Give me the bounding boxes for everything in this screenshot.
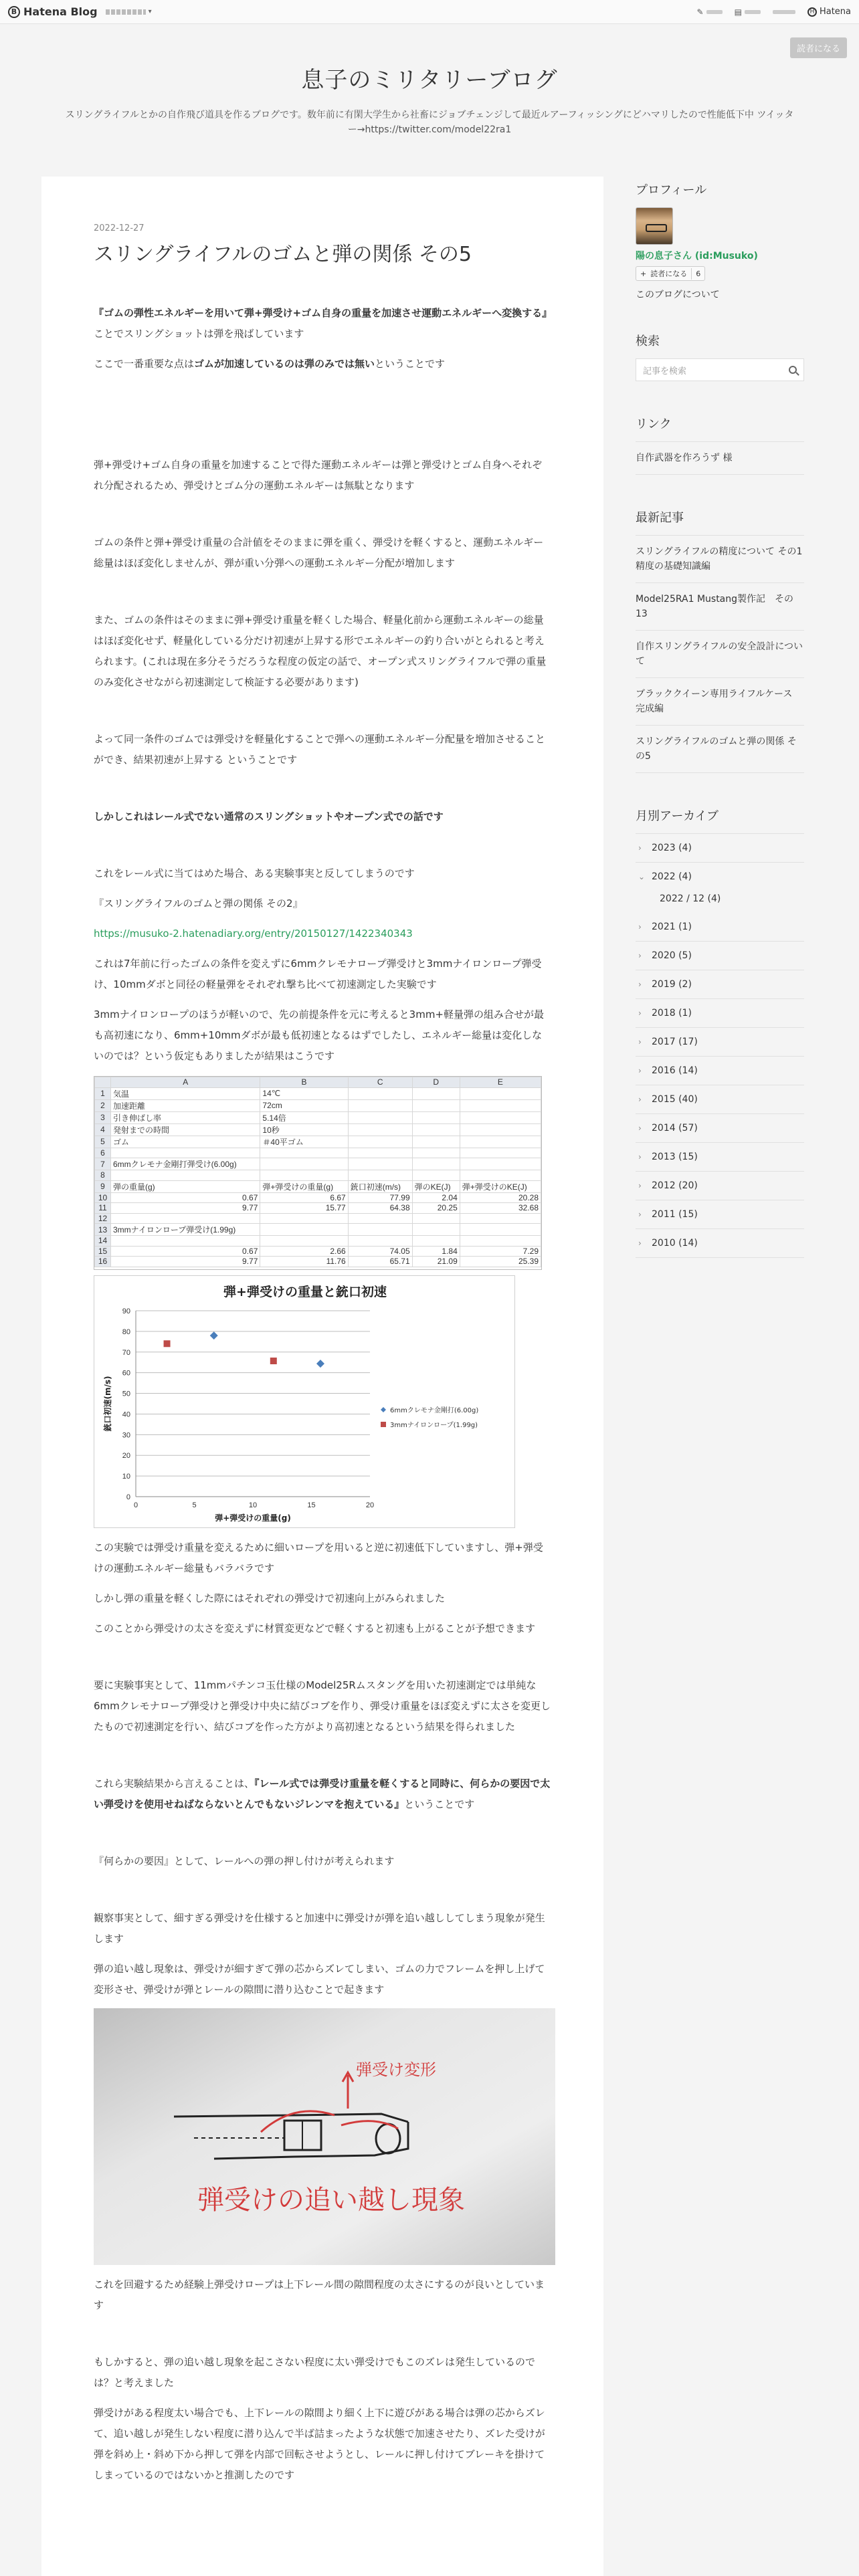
archive-year-2019[interactable] <box>636 970 804 999</box>
sheet-row-number: 15 <box>95 1246 111 1257</box>
archive-heading: 月別アーカイブ <box>636 809 719 823</box>
recent-entry-item[interactable]: Model25RA1 Mustang製作記 その13 <box>636 583 804 631</box>
sheet-cell <box>348 1087 412 1099</box>
sheet-cell <box>412 1136 460 1148</box>
blog-header <box>0 24 859 137</box>
archive-year-2022[interactable] <box>636 863 804 891</box>
sheet-row-number: 16 <box>95 1257 111 1267</box>
sheet-cell: 2.04 <box>412 1192 460 1203</box>
archive-label: 2012 (20) <box>652 1180 698 1191</box>
archive-year-2015[interactable] <box>636 1085 804 1114</box>
sheet-column-header: C <box>348 1077 412 1088</box>
hatena-label: Hatena <box>819 7 851 17</box>
archive-year-2013[interactable] <box>636 1143 804 1172</box>
sheet-cell <box>348 1213 412 1224</box>
sheet-cell <box>111 1148 260 1158</box>
y-axis-label: 銃口初速(m/s) <box>103 1376 112 1432</box>
write-entry-link[interactable] <box>697 7 723 17</box>
sheet-cell <box>460 1158 541 1170</box>
sheet-cell <box>260 1224 348 1236</box>
archive-label: 2018 (1) <box>652 1008 692 1018</box>
sheet-row-number: 10 <box>95 1192 111 1203</box>
text: ということです <box>404 1798 475 1810</box>
sheet-cell <box>412 1099 460 1111</box>
reference-link[interactable]: https://musuko-2.hatenadiary.org/entry/20150127/1422340343 <box>94 928 413 940</box>
archive-year-2016[interactable] <box>636 1057 804 1085</box>
archive-year-2012[interactable] <box>636 1172 804 1200</box>
sheet-cell: 9.77 <box>111 1257 260 1267</box>
sheet-cell <box>412 1087 460 1099</box>
y-tick-label: 80 <box>122 1327 130 1336</box>
sheet-row-number: 9 <box>95 1180 111 1192</box>
hatena-link[interactable] <box>807 7 851 17</box>
entry-paragraph: 3mmナイロンロープのほうが軽いので、先の前提条件を元に考えると3mm+軽量弾の組み合せが最も高初速になり、6mm+10mmダボが最も低初速となるはずでしたし、エネルギー総量は変化しないのでは？という仮定もありましたが結果はこうです <box>94 1008 545 1062</box>
sheet-cell <box>111 1213 260 1224</box>
sheet-cell: 65.71 <box>348 1257 412 1267</box>
sheet-cell: 21.09 <box>412 1257 460 1267</box>
sheet-cell <box>348 1236 412 1247</box>
y-tick-label: 60 <box>122 1369 130 1378</box>
sheet-cell: 6mmクレモナ金剛打弾受け(6.00g) <box>111 1158 260 1170</box>
recent-entry-item[interactable]: スリングライフルのゴムと弾の関係 その5 <box>636 726 804 773</box>
entry-paragraph: しかし弾の重量を軽くした際にはそれぞれの弾受けで初速向上がみられました <box>94 1592 446 1604</box>
sheet-cell <box>260 1148 348 1158</box>
data-point-diamond <box>316 1360 324 1368</box>
links-section <box>636 411 804 475</box>
sketch-drawing <box>94 2008 555 2265</box>
archive-year-2018[interactable] <box>636 999 804 1028</box>
sheet-column-header: A <box>111 1077 260 1088</box>
text: ここで一番重要な点は <box>94 358 195 370</box>
sheet-row-number: 14 <box>95 1236 111 1247</box>
sheet-cell <box>260 1170 348 1181</box>
search-section <box>636 328 804 381</box>
sheet-column-header: B <box>260 1077 348 1088</box>
archive-label: 2022 / 12 (4) <box>660 893 721 904</box>
legend-label: 3mmナイロンロープ(1.99g) <box>390 1422 478 1429</box>
sheet-row <box>95 1111 541 1123</box>
blog-title[interactable]: 息子のミリタリーブログ <box>301 67 558 94</box>
bold-text: 『レール式では弾受け重量を軽くすると同時に、何らかの要因で太い弾受けを使用せねばならないとんでもないジレンマを抱えている』 <box>94 1778 551 1810</box>
archive-label: 2015 (40) <box>652 1094 698 1105</box>
archive-year-2011[interactable] <box>636 1200 804 1229</box>
recent-entry-item[interactable]: ブラッククイーン専用ライフルケース 完成編 <box>636 678 804 726</box>
legend-label: 6mmクレモナ金剛打(6.00g) <box>390 1407 479 1414</box>
x-axis-label: 弾+弾受けの重量(g) <box>215 1513 291 1523</box>
archive-label: 2016 (14) <box>652 1065 698 1076</box>
sheet-cell <box>260 1158 348 1170</box>
sheet-row-number: 3 <box>95 1111 111 1123</box>
sheet-cell <box>348 1224 412 1236</box>
x-tick-label: 15 <box>307 1501 316 1509</box>
links-heading: リンク <box>636 417 672 431</box>
sheet-cell <box>348 1170 412 1181</box>
sheet-cell: 9.77 <box>111 1203 260 1214</box>
sheet-cell: 10秒 <box>260 1123 348 1136</box>
archive-year-2023[interactable] <box>636 834 804 863</box>
y-tick-label: 50 <box>122 1390 130 1398</box>
entry-paragraph: 『スリングライフルのゴムと弾の関係 その2』 <box>94 897 303 909</box>
sheet-row <box>95 1213 541 1224</box>
archive-year-2014[interactable] <box>636 1114 804 1143</box>
archive-year-2020[interactable] <box>636 942 804 970</box>
entry-paragraph <box>94 303 551 344</box>
sheet-row-number: 7 <box>95 1158 111 1170</box>
subscribe-label: 読者になる <box>650 270 688 278</box>
sheet-cell: ゴム <box>111 1136 260 1148</box>
sheet-cell: 引き伸ばし率 <box>111 1111 260 1123</box>
sheet-cell: 72cm <box>260 1099 348 1111</box>
sheet-row-number: 11 <box>95 1203 111 1214</box>
dashboard-icon: ▤ <box>734 7 742 17</box>
sheet-cell <box>460 1148 541 1158</box>
chevron-right-icon: › <box>638 1239 642 1248</box>
sheet-cell: 発射までの時間 <box>111 1123 260 1136</box>
sheet-row <box>95 1136 541 1148</box>
profile-name[interactable]: 陽の息子さん (id:Musuko) <box>636 251 758 261</box>
sheet-cell: 銃口初速(m/s) <box>348 1180 412 1192</box>
chevron-right-icon: › <box>638 951 642 960</box>
entry-paragraph: このことから弾受けの太さを変えずに材質変更などで軽くすると初速も上がることが予想できます <box>94 1622 536 1634</box>
chevron-right-icon: › <box>638 922 642 932</box>
sheet-cell <box>460 1213 541 1224</box>
archive-label: 2019 (2) <box>652 979 692 990</box>
sheet-cell: ＃40平ゴム <box>260 1136 348 1148</box>
sheet-row-number: 5 <box>95 1136 111 1148</box>
user-menu[interactable] <box>773 10 795 14</box>
sheet-row <box>95 1224 541 1236</box>
hatena-blog-label: Hatena Blog <box>23 5 98 18</box>
y-tick-label: 30 <box>122 1431 130 1440</box>
sheet-cell <box>111 1170 260 1181</box>
archive-label: 2010 (14) <box>652 1238 698 1249</box>
text: ということです <box>375 358 446 370</box>
plus-icon: + <box>640 269 647 278</box>
hatena-topbar <box>0 0 859 24</box>
sheet-cell: 弾の重量(g) <box>111 1180 260 1192</box>
archive-month-2022-12[interactable] <box>636 891 804 913</box>
y-tick-label: 20 <box>122 1452 130 1461</box>
sheet-cell <box>348 1136 412 1148</box>
entry-title[interactable]: スリングライフルのゴムと弾の関係 その5 <box>94 243 472 266</box>
archive-label: 2022 (4) <box>652 871 692 882</box>
sheet-cell <box>111 1236 260 1247</box>
spreadsheet-image <box>94 1076 542 1270</box>
chevron-down-icon[interactable]: ▾ <box>148 8 152 15</box>
sheet-cell: 77.99 <box>348 1192 412 1203</box>
bold-text: 『ゴムの弾性エネルギーを用いて弾+弾受け+ゴム自身の重量を加速させ運動エネルギーへ変換する』 <box>94 307 553 319</box>
chevron-down-icon: ⌄ <box>638 872 646 881</box>
sheet-column-header: E <box>460 1077 541 1088</box>
chevron-right-icon: › <box>638 980 642 989</box>
chevron-right-icon: › <box>638 1181 642 1190</box>
sheet-row-number: 8 <box>95 1170 111 1181</box>
chevron-right-icon: › <box>638 1037 642 1047</box>
archive-year-2010[interactable] <box>636 1229 804 1258</box>
sheet-cell: 弾+弾受けの重量(g) <box>260 1180 348 1192</box>
sheet-cell <box>412 1170 460 1181</box>
subscribe-button[interactable]: 読者になる <box>790 37 847 58</box>
about-blog-link[interactable]: このブログについて <box>636 290 720 300</box>
entry-paragraph: 弾+弾受け+ゴム自身の重量を加速することで得た運動エネルギーは弾と弾受けとゴム自身へそれぞれ分配されるため、弾受けとゴム分の運動エネルギーは無駄となります <box>94 459 543 492</box>
entry-date[interactable]: 2022-12-27 <box>94 223 145 233</box>
sheet-cell: 弾+弾受けのKE(J) <box>460 1180 541 1192</box>
sheet-cell <box>412 1123 460 1136</box>
sheet-row <box>95 1158 541 1170</box>
entry-article <box>41 177 603 2576</box>
recent-entries-section <box>636 504 812 773</box>
hatena-icon: H <box>807 7 817 17</box>
spreadsheet-table <box>94 1077 541 1267</box>
y-tick-label: 40 <box>122 1410 130 1419</box>
sheet-cell <box>460 1136 541 1148</box>
sheet-cell <box>412 1236 460 1247</box>
sidebar <box>636 177 812 1287</box>
sheet-cell: 20.25 <box>412 1203 460 1214</box>
avatar[interactable] <box>636 207 673 245</box>
sheet-cell: 25.39 <box>460 1257 541 1267</box>
y-tick-label: 10 <box>122 1473 130 1481</box>
sheet-cell: 3mmナイロンロープ弾受け(1.99g) <box>111 1224 260 1236</box>
sheet-cell <box>460 1111 541 1123</box>
sheet-row <box>95 1180 541 1192</box>
entry-paragraph <box>94 924 551 944</box>
sheet-cell: 7.29 <box>460 1246 541 1257</box>
sheet-row-number: 6 <box>95 1148 111 1158</box>
chevron-right-icon: › <box>638 1123 642 1133</box>
entry-paragraph <box>94 354 551 374</box>
sheet-cell: 64.38 <box>348 1203 412 1214</box>
sketch-photo <box>94 2008 555 2265</box>
data-point-square <box>270 1358 277 1364</box>
archive-label: 2017 (17) <box>652 1037 698 1047</box>
text: ことでスリングショットは弾を飛ばしています <box>94 328 304 340</box>
reader-count: 6 <box>691 268 704 280</box>
archive-label: 2011 (15) <box>652 1209 698 1220</box>
sheet-row <box>95 1257 541 1267</box>
photo-arrow-label: 弾受け変形 <box>356 2060 436 2079</box>
sheet-cell: 20.28 <box>460 1192 541 1203</box>
sheet-row-number: 2 <box>95 1099 111 1111</box>
chevron-right-icon: › <box>638 1095 642 1104</box>
sheet-row <box>95 1123 541 1136</box>
entry-paragraph: これは7年前に行ったゴムの条件を変えずに6mmクレモナロープ弾受けと3mmナイロンロープ弾受け、10mmダボと同径の軽量弾をそれぞれ撃ち比べて初速測定した実験です <box>94 958 542 990</box>
sheet-cell <box>260 1236 348 1247</box>
sheet-cell <box>348 1158 412 1170</box>
sheet-cell: 11.76 <box>260 1257 348 1267</box>
archive-label: 2020 (5) <box>652 950 692 961</box>
sheet-cell <box>348 1123 412 1136</box>
sheet-cell <box>348 1111 412 1123</box>
x-tick-label: 10 <box>248 1501 258 1509</box>
link-item[interactable]: 自作武器を作ろうず 様 <box>636 442 804 475</box>
manage-link[interactable] <box>735 7 761 17</box>
x-tick-label: 20 <box>365 1501 375 1509</box>
sheet-row <box>95 1203 541 1214</box>
sheet-row <box>95 1087 541 1099</box>
sheet-row-number: 4 <box>95 1123 111 1136</box>
sheet-row-number: 12 <box>95 1213 111 1224</box>
search-placeholder: 記事を検索 <box>643 366 687 377</box>
profile-heading: プロフィール <box>636 183 707 197</box>
sheet-column-header: D <box>412 1077 460 1088</box>
sheet-row <box>95 1099 541 1111</box>
sheet-row <box>95 1192 541 1203</box>
chevron-right-icon: › <box>638 1008 642 1018</box>
sheet-cell: 14℃ <box>260 1087 348 1099</box>
sheet-cell: 6.67 <box>260 1192 348 1203</box>
y-tick-label: 0 <box>126 1493 130 1501</box>
sheet-column-header <box>95 1077 111 1088</box>
sheet-cell <box>460 1087 541 1099</box>
sheet-row-number: 13 <box>95 1224 111 1236</box>
legend-marker <box>381 1422 386 1427</box>
blog-description: スリングライフルとかの自作飛び道具を作るブログです。数年前に有閑大学生から社畜にジョブチェンジして最近ルアーフィッシングにどハマリしたので性能低下中 ツイッター→https://twitter.com/model22ra1 <box>65 110 794 135</box>
entry-paragraph: 弾受けがある程度太い場合でも、上下レールの隙間より細く上下に遊びがある場合は弾の芯からズレて、追い越しが発生しない程度に潜り込んで半ば詰まったような状態で加速させたり、ズレた受けが弾を斜め上・斜め下から押して弾を内部で回転させようとし、レールに押し付けてブレーキを掛けてしまっているのではないかと推測したのです <box>94 2407 545 2481</box>
chart-title: 弾+弾受けの重量と銃口初速 <box>223 1285 387 1299</box>
photo-caption: 弾受けの追い越し現象 <box>197 2185 465 2216</box>
chevron-right-icon: › <box>638 1152 642 1162</box>
entry-paragraph: 弾の追い越し現象は、弾受けが細すぎて弾の芯からズレてしまい、ゴムの力でフレームを押し上げて変形させ、弾受けが弾とレールの隙間に潜り込むことで起きます <box>94 1963 545 1996</box>
data-point-square <box>164 1340 171 1347</box>
search-icon[interactable] <box>789 366 797 374</box>
sheet-cell <box>412 1111 460 1123</box>
search-input[interactable] <box>636 358 804 381</box>
y-tick-label: 70 <box>122 1348 130 1357</box>
scatter-chart <box>94 1275 515 1528</box>
sheet-cell <box>460 1099 541 1111</box>
entry-paragraph: この実験では弾受け重量を変えるために細いロープを用いると逆に初速低下していますし、弾+弾受けの運動エネルギー総量もバラバラです <box>94 1541 543 1574</box>
sheet-row <box>95 1246 541 1257</box>
sheet-cell: 32.68 <box>460 1203 541 1214</box>
sheet-cell: 2.66 <box>260 1246 348 1257</box>
sheet-cell <box>460 1224 541 1236</box>
sheet-cell <box>260 1213 348 1224</box>
archive-label: 2014 (57) <box>652 1123 698 1134</box>
y-tick-label: 90 <box>122 1307 130 1315</box>
sheet-cell: 気温 <box>111 1087 260 1099</box>
entry-paragraph: 要に実験事実として、11mmパチンコ玉仕様のModel25Rムスタングを用いた初速測定では単純な6mmクレモナロープ弾受けと弾受け中央に結びコブを作り、弾受け重量をほぼ変えずに太さを変更したもので初速測定を行い、結びコブを作った方がより高初速となるという結果を得られました <box>94 1679 551 1733</box>
sheet-cell <box>460 1170 541 1181</box>
sheet-cell: 1.84 <box>412 1246 460 1257</box>
profile-section <box>636 177 804 301</box>
archive-label: 2013 (15) <box>652 1152 698 1162</box>
chevron-right-icon: › <box>638 1210 642 1219</box>
recent-heading: 最新記事 <box>636 511 684 525</box>
entry-paragraph: よって同一条件のゴムでは弾受けを軽量化することで弾への運動エネルギー分配量を増加させることができ、結果初速が上昇する ということです <box>94 733 546 766</box>
sheet-cell <box>412 1224 460 1236</box>
entry-paragraph: これをレール式に当てはめた場合、ある実験事実と反してしまうのです <box>94 867 415 879</box>
search-heading: 検索 <box>636 334 660 348</box>
sheet-row <box>95 1236 541 1247</box>
sheet-cell: 0.67 <box>111 1192 260 1203</box>
archive-label: 2021 (1) <box>652 922 692 932</box>
x-tick-label: 5 <box>192 1501 197 1509</box>
sheet-cell: 5.14倍 <box>260 1111 348 1123</box>
subscribe-small-button[interactable] <box>636 266 705 281</box>
sheet-row <box>95 1148 541 1158</box>
archive-year-2017[interactable] <box>636 1028 804 1057</box>
entry-paragraph: 『何らかの要因』として、レールへの弾の押し付けが考えられます <box>94 1855 395 1867</box>
hatena-blog-logo[interactable] <box>8 5 98 18</box>
sheet-cell <box>460 1236 541 1247</box>
sheet-cell: 加速距離 <box>111 1099 260 1111</box>
chevron-right-icon: › <box>638 843 642 853</box>
recent-entry-item[interactable]: スリングライフルの精度について その1 精度の基礎知識編 <box>636 536 804 583</box>
entry-paragraph <box>94 1774 551 1815</box>
entry-paragraph: ゴムの条件と弾+弾受け重量の合計値をそのままに弾を重く、弾受けを軽くすると、運動エネルギー総量はほぼ変化しませんが、弾が重い分弾への運動エネルギー分配が増加します <box>94 536 544 569</box>
sheet-cell: 弾のKE(J) <box>412 1180 460 1192</box>
x-tick-label: 0 <box>133 1501 138 1509</box>
hatena-blog-icon: B <box>8 6 20 18</box>
entry-paragraph: また、ゴムの条件はそのままに弾+弾受け重量を軽くした場合、軽量化前から運動エネルギーの総量はほぼ変化せず、軽量化している分だけ初速が上昇する形でエネルギーの釣り合いがとられると考えられます。(これは現在多分そうだろうな程度の仮定の話で、オープン式スリングライフルで弾の重量のみ変化させながら初速測定して検証する必要があります) <box>94 614 547 688</box>
sheet-cell <box>412 1213 460 1224</box>
recent-entry-item[interactable]: 自作スリングライフルの安全設計について <box>636 631 804 678</box>
entry-paragraph <box>94 807 551 827</box>
archive-section <box>636 802 804 1258</box>
sheet-row-number: 1 <box>95 1087 111 1099</box>
sheet-cell <box>412 1148 460 1158</box>
sheet-cell <box>348 1099 412 1111</box>
entry-paragraph: もしかすると、弾の追い越し現象を起こさない程度に太い弾受けでもこのズレは発生しているのでは？と考えました <box>94 2356 536 2389</box>
archive-label: 2023 (4) <box>652 843 692 853</box>
blog-menu[interactable] <box>106 9 146 15</box>
sheet-cell: 15.77 <box>260 1203 348 1214</box>
bold-text: しかしこれはレール式でない通常のスリングショットやオープン式での話です <box>94 811 444 823</box>
sheet-cell <box>348 1148 412 1158</box>
sheet-cell <box>412 1158 460 1170</box>
chart-svg <box>94 1276 516 1529</box>
sheet-cell <box>460 1123 541 1136</box>
entry-paragraph: これを回避するため経験上弾受けロープは上下レール間の隙間程度の太さにするのが良いとしています <box>94 2278 545 2311</box>
chevron-right-icon: › <box>638 1066 642 1075</box>
sheet-row <box>95 1170 541 1181</box>
pencil-icon: ✎ <box>696 7 704 17</box>
bold-text: ゴムが加速しているのは弾のみでは無い <box>194 358 375 370</box>
sheet-header-row <box>95 1077 541 1088</box>
text: これら実験結果から言えることは、 <box>94 1778 255 1790</box>
data-point-diamond <box>210 1331 218 1339</box>
sheet-cell: 74.05 <box>348 1246 412 1257</box>
sheet-cell: 0.67 <box>111 1246 260 1257</box>
legend-marker <box>381 1407 386 1412</box>
entry-paragraph: 観察事実として、細すぎる弾受けを仕様すると加速中に弾受けが弾を追い越ししてしまう現象が発生します <box>94 1912 545 1945</box>
archive-year-2021[interactable] <box>636 913 804 942</box>
